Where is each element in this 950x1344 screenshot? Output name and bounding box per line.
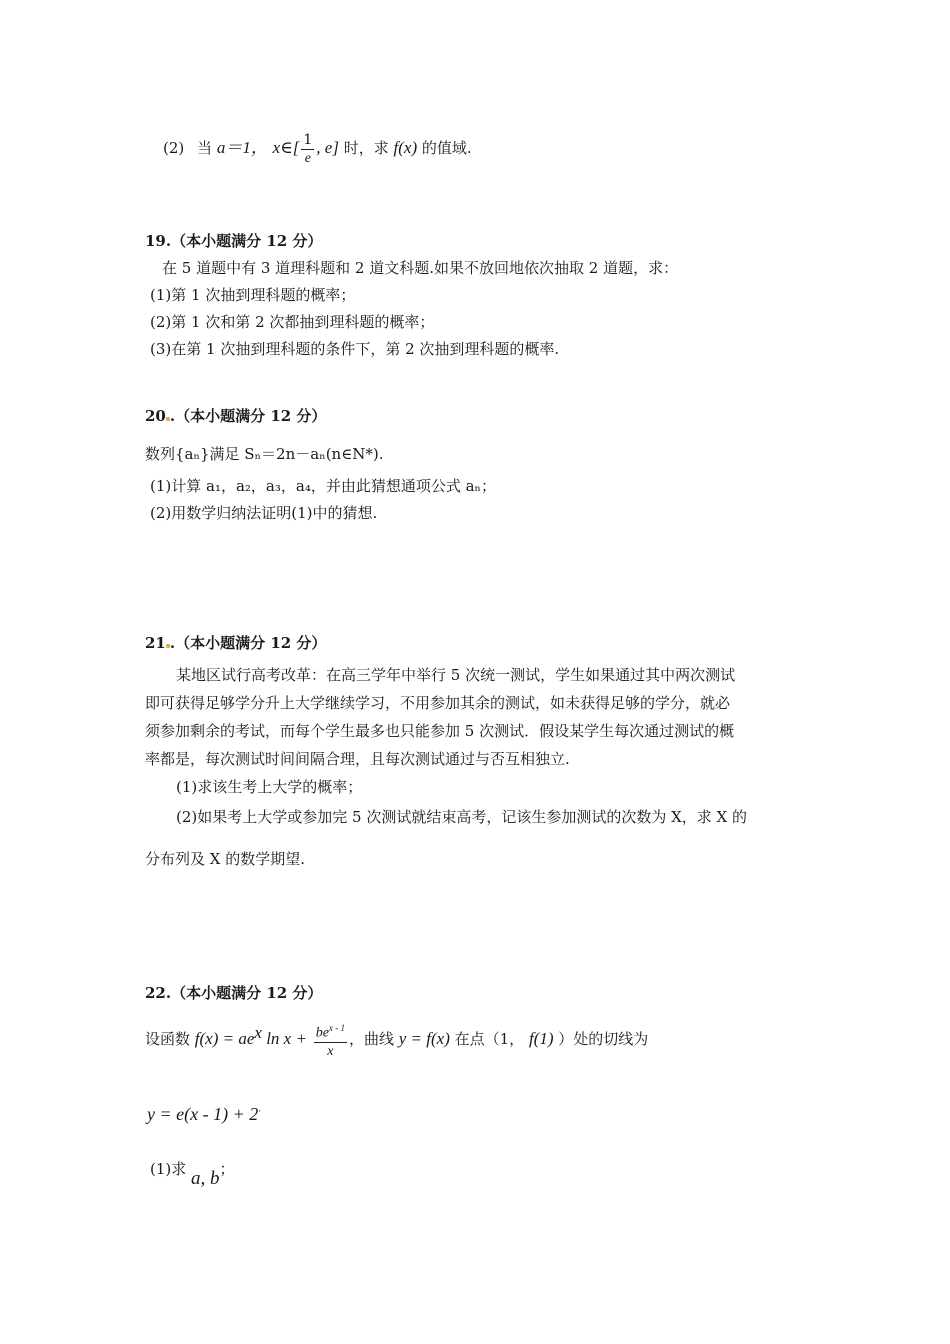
q22-frac-num-base: be bbox=[315, 1025, 329, 1041]
q19-part1: (1)第 1 次抽到理科题的概率； bbox=[150, 286, 356, 304]
q22-text4: ）处的切线为 bbox=[558, 1030, 649, 1048]
q22-tangent-eq: y = e(x - 1) + 2 bbox=[147, 1104, 259, 1124]
q22-frac-den: x bbox=[327, 1043, 334, 1059]
q18-frac-den: e bbox=[304, 150, 311, 166]
q21-line1: 某地区试行高考改革：在高三学年中举行 5 次统一测试，学生如果通过其中两次测试 bbox=[176, 666, 736, 684]
q18-part2-text2: 时，求 bbox=[343, 139, 389, 157]
q22-f-lhs: f(x) = ae bbox=[194, 1029, 255, 1048]
q21-line2: 即可获得足够学分升上大学继续学习，不用参加其余的测试，如未获得足够的学分，就必 bbox=[145, 694, 731, 712]
q20-part1: (1)计算 a₁，a₂，a₃，a₄，并由此猜想通项公式 aₙ； bbox=[150, 477, 497, 495]
q18-part2-text1: 当 bbox=[197, 139, 213, 157]
q21-title-rest: .（本小题满分 12 分） bbox=[169, 634, 327, 652]
q18-part2-text3: 的值域. bbox=[421, 139, 472, 157]
q22-tangent-end: · bbox=[258, 1107, 262, 1117]
q22-part1 bbox=[150, 1158, 235, 1189]
q22-frac-exp: x - 1 bbox=[328, 1023, 345, 1034]
q21-part1: (1)求该生考上大学的概率； bbox=[176, 778, 363, 796]
q19-stem: 在 5 道题中有 3 道理科题和 2 道文科题.如果不放回地依次抽取 2 道题，求： bbox=[162, 259, 679, 277]
q18-close: , e] bbox=[316, 138, 339, 157]
q21-part2b: 分布列及 X 的数学期望. bbox=[145, 850, 305, 868]
q21-part2: (2)如果考上大学或参加完 5 次测试就结束高考，记该生参加测试的次数为 X，求 X 的 bbox=[176, 808, 747, 826]
q21-title-num: 21 bbox=[145, 634, 166, 652]
q22-f-ln: ln x + bbox=[261, 1029, 307, 1048]
q22-curve: y = f(x) bbox=[398, 1029, 450, 1048]
q20-title bbox=[145, 405, 326, 426]
q19-title: 19.（本小题满分 12 分） bbox=[145, 232, 323, 250]
q21-line4: 率都是，每次测试时间间隔合理，且每次测试通过与否互相独立. bbox=[145, 750, 570, 768]
q18-part2 bbox=[163, 128, 472, 172]
q18-a-eq: a＝1， bbox=[216, 138, 268, 157]
q20-part2: (2)用数学归纳法证明(1)中的猜想. bbox=[150, 504, 378, 522]
q20-stem: 数列{aₙ}满足 Sₙ＝2n－aₙ(n∈N*). bbox=[145, 445, 384, 463]
q22-tangent bbox=[147, 1104, 261, 1125]
q21-title bbox=[145, 632, 326, 653]
q18-fraction bbox=[301, 132, 314, 167]
q18-part2-label: (2) bbox=[163, 139, 185, 157]
q18-frac-num: 1 bbox=[303, 131, 313, 148]
q18-fx: f(x) bbox=[393, 138, 418, 157]
q22-text2: ，曲线 bbox=[348, 1030, 394, 1048]
q22-f-exp: x bbox=[254, 1023, 262, 1042]
q22-part1-label: (1)求 bbox=[150, 1160, 187, 1178]
q20-title-num: 20 bbox=[145, 407, 166, 425]
q22-fraction bbox=[314, 1020, 347, 1060]
q20-title-rest: .（本小题满分 12 分） bbox=[169, 407, 327, 425]
q22-f1: f(1) bbox=[528, 1029, 554, 1048]
q18-x-in: x∈[ bbox=[272, 138, 300, 157]
q22-stem bbox=[145, 1011, 648, 1057]
q22-frac-num bbox=[314, 1020, 347, 1043]
q22-text1: 设函数 bbox=[145, 1030, 191, 1048]
q22-title: 22.（本小题满分 12 分） bbox=[145, 984, 323, 1002]
q22-part1-end: ； bbox=[219, 1160, 235, 1178]
q22-text3: 在点（1， bbox=[454, 1030, 525, 1048]
q19-part2: (2)第 1 次和第 2 次都抽到理科题的概率； bbox=[150, 313, 435, 331]
q21-line3: 须参加剩余的考试，而每个学生最多也只能参加 5 次测试．假设某学生每次通过测试的概 bbox=[145, 722, 735, 740]
q22-part1-vars: a, b bbox=[191, 1168, 220, 1189]
q19-part3: (3)在第 1 次抽到理科题的条件下，第 2 次抽到理科题的概率. bbox=[150, 340, 560, 358]
